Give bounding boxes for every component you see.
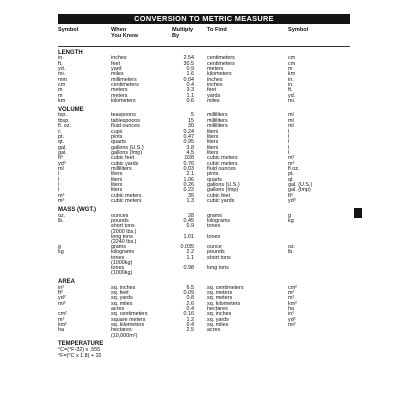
- cell-symbol: yd²: [58, 295, 66, 302]
- cell-result-symbol: m²: [288, 289, 295, 296]
- cell-to-find: milliliters: [207, 117, 228, 124]
- temperature-formula-c: °C=(°F-32) x .555: [58, 346, 101, 353]
- cell-symbol: pt.: [58, 133, 64, 140]
- cell-result-symbol: m: [288, 65, 293, 72]
- cell-to-find: quarts: [207, 176, 222, 183]
- cell-symbol: gal.: [58, 149, 67, 156]
- cell-symbol: g: [58, 243, 61, 250]
- cell-when-you-know: tones (1000kg): [111, 265, 133, 277]
- cell-when-you-know: liters: [111, 187, 123, 194]
- cell-to-find: cubic yards: [207, 197, 235, 204]
- cell-multiply-by: 15: [188, 117, 194, 124]
- cell-result-symbol: km: [288, 71, 296, 78]
- cell-when-you-know: cubic meters: [111, 192, 142, 199]
- cell-when-you-know: sq. miles: [111, 300, 133, 307]
- cell-multiply-by: 0.9: [186, 223, 194, 230]
- cell-result-symbol: mi.: [288, 97, 296, 104]
- cell-symbol: m²: [58, 316, 65, 323]
- cell-multiply-by: 0.45: [183, 217, 194, 224]
- cell-when-you-know: square meters: [111, 316, 146, 323]
- cell-result-symbol: gal. (Imp): [288, 187, 311, 194]
- cell-when-you-know: cups: [111, 128, 123, 135]
- cell-symbol: l: [58, 171, 60, 178]
- cell-multiply-by: 1.6: [186, 71, 194, 78]
- header-symbol-result: Symbol: [288, 27, 309, 33]
- cell-result-symbol: cm²: [288, 284, 297, 291]
- cell-result-symbol: ft³: [288, 192, 293, 199]
- header-to-find: To Find: [207, 27, 227, 33]
- cell-to-find: long tons: [207, 265, 229, 272]
- cell-multiply-by: 0.03: [183, 165, 194, 172]
- cell-to-find: gallons (U.S.): [207, 181, 240, 188]
- cell-to-find: cubic meters: [207, 155, 238, 162]
- cell-result-symbol: l: [288, 144, 290, 151]
- cell-to-find: sq. yards: [207, 316, 229, 323]
- cell-symbol: ml: [58, 165, 64, 172]
- table-row: [58, 256, 350, 266]
- section-title: LENGTH: [58, 49, 83, 56]
- cell-multiply-by: 3.8: [186, 144, 194, 151]
- header-rule: [58, 46, 350, 47]
- cell-multiply-by: 0.22: [183, 187, 194, 194]
- cell-symbol: mm: [58, 76, 67, 83]
- cell-multiply-by: 2.2: [186, 249, 194, 256]
- column-headers: [58, 27, 350, 45]
- cell-result-symbol: g: [288, 212, 291, 219]
- cell-when-you-know: sq. centimeters: [111, 311, 148, 318]
- cell-multiply-by: 2.54: [183, 55, 194, 62]
- cell-when-you-know: cubic feet: [111, 155, 135, 162]
- table-row: [58, 266, 350, 276]
- cell-result-symbol: qt.: [288, 176, 294, 183]
- cell-when-you-know: liters: [111, 176, 123, 183]
- cell-result-symbol: yd.: [288, 92, 296, 99]
- cell-to-find: sq. inches: [207, 311, 232, 318]
- cell-multiply-by: 4.5: [186, 149, 194, 156]
- cell-result-symbol: lb.: [288, 249, 294, 256]
- cell-to-find: hectares: [207, 306, 228, 312]
- cell-to-find: liters: [207, 133, 219, 140]
- cell-to-find: liters: [207, 149, 219, 156]
- cell-when-you-know: sq. feet: [111, 289, 129, 296]
- cell-symbol: in²: [58, 284, 64, 291]
- cell-to-find: miles: [207, 97, 220, 104]
- cell-multiply-by: 1.1: [186, 92, 194, 99]
- cell-symbol: mi²: [58, 300, 66, 307]
- cell-symbol: lb.: [58, 217, 64, 224]
- cell-to-find: liters: [207, 139, 219, 146]
- cell-when-you-know: acres: [111, 306, 125, 312]
- cell-result-symbol: gal. (U.S.): [288, 181, 313, 188]
- temperature-title: TEMPERATURE: [58, 341, 104, 348]
- cell-symbol: l: [58, 181, 60, 188]
- cell-when-you-know: fluid ounces: [111, 123, 140, 130]
- cell-result-symbol: cm: [288, 55, 296, 62]
- cell-to-find: inches: [207, 81, 223, 88]
- cell-to-find: pints: [207, 171, 219, 178]
- cell-when-you-know: kilograms: [111, 249, 135, 256]
- cell-symbol: in.: [58, 55, 64, 62]
- cell-multiply-by: 6.5: [186, 284, 194, 291]
- cell-multiply-by: 0.24: [183, 128, 194, 135]
- cell-when-you-know: sq. inches: [111, 284, 136, 291]
- conversion-sheet: [58, 14, 350, 359]
- table-row: [58, 99, 350, 104]
- sheet-title: CONVERSION TO METRIC MEASURE: [58, 14, 350, 24]
- cell-result-symbol: l: [288, 139, 290, 146]
- cell-symbol: kg: [58, 249, 64, 256]
- cell-when-you-know: short tons (2000 lbs.): [111, 223, 137, 235]
- cell-when-you-know: cubic meters: [111, 197, 142, 204]
- cell-multiply-by: 30: [188, 123, 194, 130]
- cell-when-you-know: inches: [111, 55, 127, 62]
- page-edge-tab: [354, 208, 362, 218]
- cell-when-you-know: sq. kilometers: [111, 322, 145, 329]
- cell-result-symbol: ft.: [288, 87, 293, 94]
- cell-symbol: tsp.: [58, 112, 67, 119]
- cell-multiply-by: 0.04: [183, 76, 194, 83]
- cell-symbol: tbsp.: [58, 117, 70, 124]
- cell-when-you-know: grams: [111, 243, 126, 250]
- cell-multiply-by: 1.3: [186, 197, 194, 204]
- cell-when-you-know: tones (1000kg): [111, 254, 133, 267]
- cell-to-find: liters: [207, 144, 219, 151]
- cell-symbol: ha: [58, 327, 64, 334]
- cell-to-find: cubic feet: [207, 192, 231, 199]
- cell-symbol: yd.: [58, 65, 66, 72]
- cell-symbol: m: [58, 92, 63, 99]
- cell-when-you-know: teaspoons: [111, 112, 136, 119]
- cell-multiply-by: 0.4: [186, 81, 194, 88]
- cell-result-symbol: ml: [288, 112, 294, 119]
- cell-when-you-know: gallons (U.S.): [111, 144, 144, 151]
- cell-to-find: acres: [207, 327, 221, 334]
- cell-result-symbol: pt.: [288, 171, 294, 178]
- cell-when-you-know: liters: [111, 171, 123, 178]
- cell-to-find: sq. kilometers: [207, 300, 241, 307]
- cell-to-find: centimeters: [207, 55, 235, 62]
- cell-to-find: ounce: [207, 243, 222, 250]
- cell-symbol: yd³: [58, 160, 66, 167]
- cell-when-you-know: ounces: [111, 212, 129, 219]
- cell-when-you-know: feet: [111, 60, 120, 67]
- cell-symbol: km: [58, 97, 66, 104]
- cell-when-you-know: long tons (2240 lbs.): [111, 233, 137, 245]
- cell-result-symbol: km²: [288, 300, 297, 307]
- cell-symbol: ft³: [58, 155, 63, 162]
- cell-multiply-by: 0.16: [183, 311, 194, 318]
- temperature-formula-f: °F=(°C x 1.8) + 32: [58, 352, 102, 359]
- cell-when-you-know: meters: [111, 92, 128, 99]
- cell-result-symbol: oz.: [288, 243, 296, 250]
- cell-to-find: feet: [207, 87, 216, 94]
- cell-to-find: milliliters: [207, 112, 228, 119]
- cell-to-find: sq. miles: [207, 322, 229, 329]
- cell-multiply-by: 28: [188, 212, 194, 219]
- cell-multiply-by: 0.9: [186, 65, 194, 72]
- cell-multiply-by: 0.09: [183, 289, 194, 296]
- cell-to-find: sq. meters: [207, 289, 233, 296]
- cell-result-symbol: mi²: [288, 322, 296, 329]
- cell-when-you-know: millimeters: [111, 76, 137, 83]
- cell-to-find: kilometers: [207, 71, 232, 78]
- cell-multiply-by: 0.76: [183, 160, 194, 167]
- cell-multiply-by: 5: [191, 112, 194, 119]
- cell-symbol: m: [58, 87, 63, 94]
- cell-multiply-by: 1.06: [183, 176, 194, 183]
- cell-result-symbol: kg: [288, 217, 294, 224]
- cell-multiply-by: 0.6: [186, 97, 194, 104]
- cell-multiply-by: 1.01: [183, 233, 194, 240]
- cell-when-you-know: yard: [111, 65, 122, 72]
- cell-to-find: fluid ounces: [207, 165, 236, 172]
- header-symbol: Symbol: [58, 27, 79, 33]
- cell-to-find: yards: [207, 92, 221, 99]
- cell-when-you-know: meters: [111, 87, 128, 94]
- cell-when-you-know: kilometers: [111, 97, 136, 104]
- cell-to-find: tones: [207, 233, 221, 240]
- cell-multiply-by: 0.4: [186, 306, 194, 312]
- cell-multiply-by: 0.26: [183, 181, 194, 188]
- cell-symbol: mi.: [58, 71, 66, 78]
- cell-result-symbol: cm: [288, 60, 296, 67]
- cell-multiply-by: 2.6: [186, 300, 194, 307]
- cell-to-find: milliliters: [207, 123, 228, 130]
- cell-multiply-by: 0.4: [186, 322, 194, 329]
- cell-to-find: kilograms: [207, 217, 231, 224]
- cell-symbol: qt.: [58, 139, 64, 146]
- cell-to-find: meters: [207, 65, 224, 72]
- cell-multiply-by: 2.1: [186, 171, 194, 178]
- cell-to-find: sq. centimeters: [207, 284, 244, 291]
- cell-symbol: cm²: [58, 311, 67, 318]
- cell-when-you-know: miles: [111, 71, 124, 78]
- cell-result-symbol: in.: [288, 76, 294, 83]
- cell-multiply-by: 1.1: [186, 254, 194, 261]
- cell-multiply-by: 1.2: [186, 316, 194, 323]
- cell-when-you-know: sq. yards: [111, 295, 133, 302]
- cell-when-you-know: pints: [111, 133, 123, 140]
- cell-result-symbol: ml: [288, 117, 294, 124]
- cell-when-you-know: milliliters: [111, 165, 132, 172]
- table-row: [58, 235, 350, 245]
- cell-multiply-by: 3.3: [186, 87, 194, 94]
- cell-multiply-by: 0.035: [180, 243, 194, 250]
- cell-multiply-by: 35: [188, 192, 194, 199]
- cell-result-symbol: l: [288, 133, 290, 140]
- table-row: [58, 199, 350, 204]
- header-multiply-by: Multiply By: [172, 27, 194, 40]
- section-title: AREA: [58, 279, 76, 286]
- cell-symbol: c: [58, 128, 61, 135]
- cell-result-symbol: in²: [288, 311, 294, 318]
- cell-symbol: gal.: [58, 144, 67, 151]
- header-when-you-know: When You Know: [111, 27, 138, 40]
- cell-result-symbol: l: [288, 128, 290, 135]
- cell-multiply-by: 0.8: [186, 295, 194, 302]
- cell-multiply-by: 2.5: [186, 327, 194, 334]
- cell-result-symbol: yd³: [288, 197, 296, 204]
- cell-to-find: inches: [207, 76, 223, 83]
- cell-when-you-know: hectares (10,000m²): [111, 327, 138, 339]
- cell-symbol: m³: [58, 197, 65, 204]
- cell-result-symbol: m³: [288, 155, 295, 162]
- cell-symbol: km²: [58, 322, 67, 329]
- cell-to-find: tones: [207, 223, 221, 230]
- cell-symbol: fl. oz.: [58, 123, 71, 130]
- cell-result-symbol: ha: [288, 306, 294, 312]
- cell-symbol: l: [58, 187, 60, 194]
- cell-symbol: cm: [58, 81, 66, 88]
- cell-multiply-by: .028: [183, 155, 194, 162]
- section-title: MASS (WGT.): [58, 206, 96, 213]
- cell-result-symbol: m³: [288, 160, 295, 167]
- cell-result-symbol: in.: [288, 81, 294, 88]
- cell-to-find: short tons: [207, 254, 231, 261]
- cell-when-you-know: pounds: [111, 217, 129, 224]
- cell-symbol: oz.: [58, 212, 66, 219]
- section-title: VOLUME: [58, 106, 84, 113]
- cell-result-symbol: ml: [288, 123, 294, 130]
- cell-multiply-by: 0.47: [183, 133, 194, 140]
- cell-multiply-by: 0.98: [183, 265, 194, 272]
- cell-symbol: ft²: [58, 289, 63, 296]
- cell-to-find: pounds: [207, 249, 225, 256]
- cell-to-find: cubic meters: [207, 160, 238, 167]
- table-row: [58, 224, 350, 234]
- cell-when-you-know: quarts: [111, 139, 126, 146]
- cell-multiply-by: 30.5: [183, 60, 194, 67]
- cell-symbol: m³: [58, 192, 65, 199]
- cell-when-you-know: gallons (Imp): [111, 149, 143, 156]
- cell-to-find: gallons (Imp): [207, 187, 239, 194]
- cell-symbol: l: [58, 176, 60, 183]
- cell-result-symbol: fl oz.: [288, 165, 300, 172]
- conversion-sections: [58, 50, 350, 339]
- cell-multiply-by: 0.95: [183, 139, 194, 146]
- cell-result-symbol: m²: [288, 295, 295, 302]
- cell-when-you-know: centimeters: [111, 81, 139, 88]
- cell-when-you-know: tablespoons: [111, 117, 141, 124]
- cell-symbol: ft.: [58, 60, 63, 67]
- cell-to-find: centimeters: [207, 60, 235, 67]
- cell-result-symbol: yd²: [288, 316, 296, 323]
- cell-result-symbol: l: [288, 149, 290, 156]
- table-row: [58, 328, 350, 338]
- cell-to-find: liters: [207, 128, 219, 135]
- cell-when-you-know: liters: [111, 181, 123, 188]
- cell-to-find: grams: [207, 212, 222, 219]
- cell-when-you-know: cubic yards: [111, 160, 139, 167]
- cell-to-find: sq. meters: [207, 295, 233, 302]
